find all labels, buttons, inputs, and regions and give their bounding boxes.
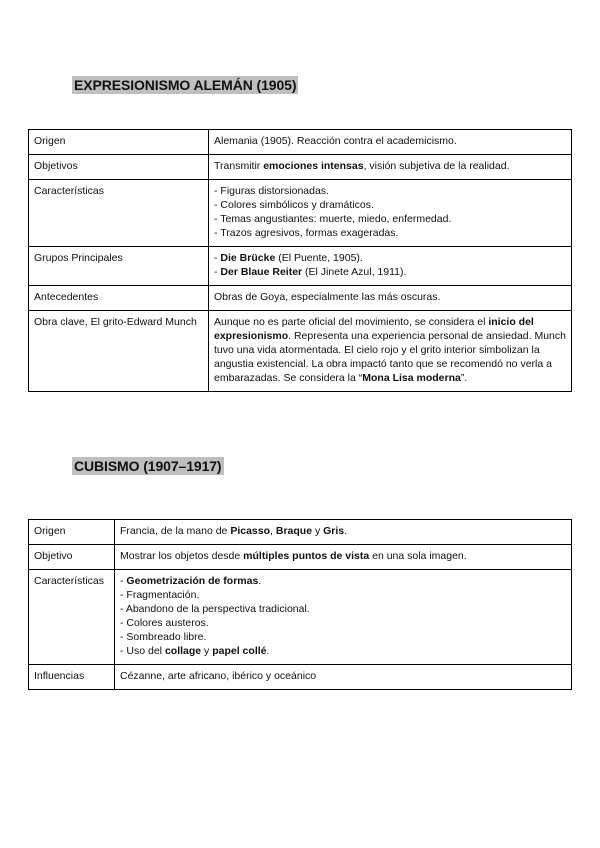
- content-line: [214, 251, 566, 265]
- text: -: [214, 252, 221, 264]
- text: , visión subjetiva de la realidad.: [363, 160, 510, 172]
- row-content: [209, 180, 572, 247]
- row-label: Origen: [29, 520, 115, 545]
- row-label: Obra clave, El grito-Edward Munch: [29, 311, 209, 392]
- bold-text: inicio del expresionismo: [214, 316, 534, 342]
- content-line: [214, 315, 566, 385]
- table-row: [29, 520, 572, 545]
- text: - Uso del: [120, 645, 165, 657]
- expresionismo-table: [28, 129, 572, 392]
- bold-text: Braque: [275, 525, 313, 537]
- row-label: Objetivo: [29, 545, 115, 570]
- content-line: [214, 198, 566, 212]
- bold-text: papel collé: [212, 645, 267, 657]
- text: Mostrar los objetos desde: [120, 550, 244, 562]
- content-line: [214, 212, 566, 226]
- bold-text: collage: [164, 645, 202, 657]
- row-label: Grupos Principales: [29, 247, 209, 286]
- bold-text: Mona Lisa moderna: [362, 372, 461, 384]
- text: - Figuras distorsionadas.: [214, 185, 329, 197]
- bold-text: Picasso: [230, 525, 271, 537]
- text: y: [312, 525, 324, 537]
- table-row: [29, 286, 572, 311]
- content-line: [120, 588, 566, 602]
- text: Obras de Goya, especialmente las más oscuras.: [214, 291, 441, 303]
- row-content: [115, 520, 572, 545]
- content-line: [120, 616, 566, 630]
- text: Alemania (1905). Reacción contra el academicismo.: [214, 135, 457, 147]
- text: Aunque no es parte oficial del movimiento, se considera el: [214, 316, 489, 328]
- content-line: [120, 669, 566, 683]
- text: .: [266, 645, 270, 657]
- text: (El Puente, 1905).: [275, 252, 363, 264]
- text: .: [258, 575, 262, 587]
- content-line: [214, 134, 566, 148]
- bold-text: Die Brücke: [220, 252, 276, 264]
- content-line: [214, 184, 566, 198]
- row-content: [209, 311, 572, 392]
- section-title-expresionismo: EXPRESIONISMO ALEMÁN (1905): [74, 77, 297, 93]
- table-row: [29, 570, 572, 665]
- row-label: Objetivos: [29, 155, 209, 180]
- text: - Abandono de la perspectiva tradicional.: [120, 603, 310, 615]
- content-line: [120, 602, 566, 616]
- row-content: [209, 286, 572, 311]
- content-line: [120, 549, 566, 563]
- text: - Fragmentación.: [120, 589, 200, 601]
- content-line: [214, 159, 566, 173]
- text: . Representa una experiencia personal de ansiedad. Munch tuvo una vida atormentada. El cielo rojo y el grito interior simbolizan la angustia existencial. La obra impactó tanto que se recomendó no verla a embarazadas. Se considera la “: [214, 330, 566, 384]
- row-content: [115, 570, 572, 665]
- bold-text: Geometrización de formas: [126, 575, 259, 587]
- text: - Trazos agresivos, formas exageradas.: [214, 227, 399, 239]
- text: ,: [270, 525, 276, 537]
- row-label: Antecedentes: [29, 286, 209, 311]
- table-row: [29, 545, 572, 570]
- text: - Temas angustiantes: muerte, miedo, enfermedad.: [214, 213, 452, 225]
- bold-text: emociones intensas: [263, 160, 364, 172]
- content-line: [214, 290, 566, 304]
- cubismo-table: [28, 519, 572, 690]
- row-content: [115, 545, 572, 570]
- row-content: [209, 247, 572, 286]
- table-row: [29, 311, 572, 392]
- table-row: [29, 665, 572, 690]
- text: - Colores simbólicos y dramáticos.: [214, 199, 374, 211]
- text: -: [214, 266, 221, 278]
- content-line: [120, 630, 566, 644]
- content-line: [120, 644, 566, 658]
- text: Francia, de la mano de: [120, 525, 231, 537]
- text: Transmitir: [214, 160, 264, 172]
- text: ”.: [460, 372, 468, 384]
- content-line: [120, 524, 566, 538]
- row-label: Características: [29, 180, 209, 247]
- row-label: Origen: [29, 130, 209, 155]
- text: - Sombreado libre.: [120, 631, 207, 643]
- table-row: [29, 247, 572, 286]
- text: - Colores austeros.: [120, 617, 209, 629]
- bold-text: Gris: [323, 525, 345, 537]
- text: .: [344, 525, 348, 537]
- table-row: [29, 180, 572, 247]
- row-label: Características: [29, 570, 115, 665]
- content-line: [214, 226, 566, 240]
- row-content: [209, 155, 572, 180]
- table-row: [29, 155, 572, 180]
- text: en una sola imagen.: [369, 550, 467, 562]
- text: y: [201, 645, 213, 657]
- row-content: [209, 130, 572, 155]
- text: -: [120, 575, 127, 587]
- content-line: [120, 574, 566, 588]
- bold-text: múltiples puntos de vista: [243, 550, 370, 562]
- content-line: [214, 265, 566, 279]
- table-row: [29, 130, 572, 155]
- text: (El Jinete Azul, 1911).: [302, 266, 407, 278]
- text: Cézanne, arte africano, ibérico y oceánico: [120, 670, 317, 682]
- row-label: Influencias: [29, 665, 115, 690]
- section-title-cubismo: CUBISMO (1907–1917): [74, 458, 222, 474]
- bold-text: Der Blaue Reiter: [220, 266, 303, 278]
- row-content: [115, 665, 572, 690]
